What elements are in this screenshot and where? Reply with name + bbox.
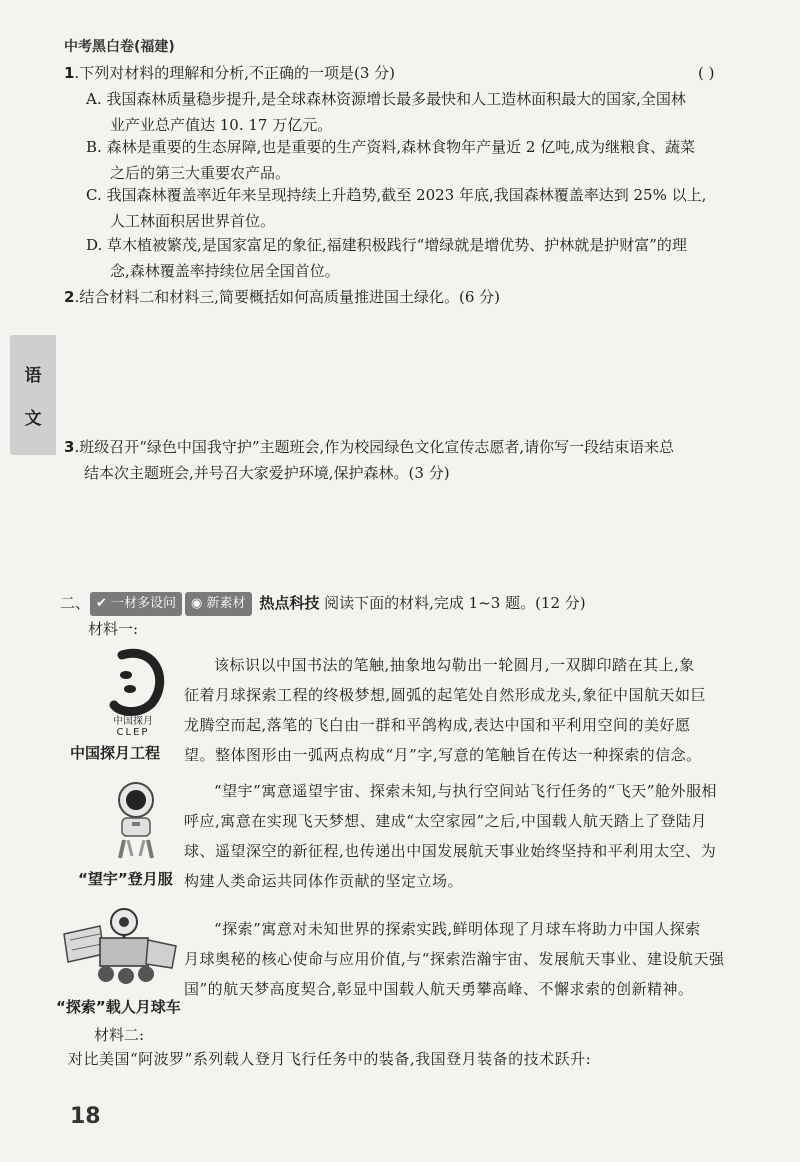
option-text-cont: 念,森林覆盖率持续位居全国首位。: [110, 262, 340, 280]
question-text-cont: 结本次主题班会,并号召大家爱护环境,保护森林。(3 分): [84, 464, 450, 482]
question-3: [64, 434, 764, 486]
rover-image: [60, 904, 180, 990]
material-1-para-logo: 该标识以中国书法的笔触,抽象地勾勒出一轮圆月,一双脚印踏在其上,象 征着月球探索工程的终极梦想,圆弧的起笔处自然形成龙头,象征中国航天如巨 龙腾空而起,落笔的飞白由一群和平鸽构成,表达中国和平利用空间的美好愿 望。整体图形由一弧两点构成“月”字,写意的笔触旨在传达一种探索的信念。: [184, 656, 707, 764]
side-tab-char: 语: [24, 366, 42, 386]
section-2-heading: [60, 592, 586, 616]
material-1-para-rover: “探索”寓意对未知世界的探索实践,鲜明体现了月球车将助力中国人探索 月球奥秘的核心使命与应用价值,与“探索浩瀚宇宙、发展航天事业、建设航天强 国”的航天梦高度契合,彰显中国载人航天勇攀高峰、不懈求索的创新精神。: [184, 920, 725, 998]
section-topic: 热点科技: [259, 594, 320, 612]
question-number: 2: [64, 288, 75, 306]
question-stem: .下列对材料的理解和分析,不正确的一项是(3 分): [74, 64, 395, 82]
spacesuit-icon: [106, 780, 166, 862]
option-label: A.: [86, 90, 102, 108]
page-header: 中考黑白卷(福建): [64, 39, 175, 55]
question-text: .结合材料二和材料三,简要概括如何高质量推进国土绿化。(6 分): [74, 288, 500, 306]
tag-new-material: ◉ 新素材: [185, 592, 251, 616]
question-2: [64, 284, 754, 310]
option-a: [86, 86, 766, 138]
section-prefix: 二、: [60, 594, 91, 612]
option-label: B.: [86, 138, 102, 156]
option-text: 草木植被繁茂,是国家富足的象征,福建积极践行“增绿就是增优势、护林就是护财富”的理: [107, 236, 687, 254]
option-d: [86, 232, 766, 284]
section-instruction: 阅读下面的材料,完成 1~3 题。(12 分): [324, 594, 586, 612]
logo-text: 中国探月 CLEP: [113, 716, 153, 738]
option-text: 森林是重要的生态屏障,也是重要的生产资料,森林食物年产量近 2 亿吨,成为继粮食、蔬菜: [106, 138, 695, 156]
material-2-text: 对比美国“阿波罗”系列载人登月飞行任务中的装备,我国登月装备的技术跃升:: [68, 1050, 592, 1068]
spacesuit-caption: “望宇”登月服: [78, 870, 173, 888]
answer-bracket[interactable]: ( ): [698, 64, 715, 82]
subject-side-tab: [10, 335, 56, 455]
option-text: 我国森林质量稳步提升,是全球森林资源增长最多最快和人工造林面积最大的国家,全国林: [106, 90, 686, 108]
tag-multi-question: ✔ 一材多设问: [90, 592, 182, 616]
question-text: .班级召开“绿色中国我守护”主题班会,作为校园绿色文化宣传志愿者,请你写一段结束语来总: [74, 438, 675, 456]
rover-caption: “探索”载人月球车: [56, 998, 181, 1016]
option-text-cont: 之后的第三大重要农产品。: [110, 164, 291, 182]
material-2-title: 材料二:: [94, 1026, 145, 1044]
logo-caption: 中国探月工程: [70, 744, 161, 762]
material-1-title: 材料一:: [88, 620, 139, 638]
question-1: [64, 60, 754, 86]
lunar-rover-icon: [60, 904, 180, 990]
option-c: [86, 182, 766, 234]
material-1-para-suit: “望宇”寓意遥望宇宙、探索未知,与执行空间站飞行任务的“飞天”舱外服相 呼应,寓意在实现飞天梦想、建成“太空家园”之后,中国载人航天踏上了登陆月 球、遥望深空的新征程,也传递出中国发展航天事业始终坚持和平利用太空、为 构建人类命运共同体作贡献的坚定立场。: [184, 782, 717, 890]
question-number: 1: [64, 64, 75, 82]
option-text-cont: 业产业总产值达 10. 17 万亿元。: [110, 116, 333, 134]
side-tab-char: 文: [24, 409, 42, 429]
option-label: C.: [86, 186, 102, 204]
option-text: 我国森林覆盖率近年来呈现持续上升趋势,截至 2023 年底,我国森林覆盖率达到 25% 以上,: [106, 186, 707, 204]
option-b: [86, 134, 766, 186]
spacesuit-image: [106, 780, 166, 862]
option-label: D.: [86, 236, 103, 254]
question-number: 3: [64, 438, 75, 456]
option-text-cont: 人工林面积居世界首位。: [110, 212, 276, 230]
page-number: 18: [70, 1104, 101, 1129]
